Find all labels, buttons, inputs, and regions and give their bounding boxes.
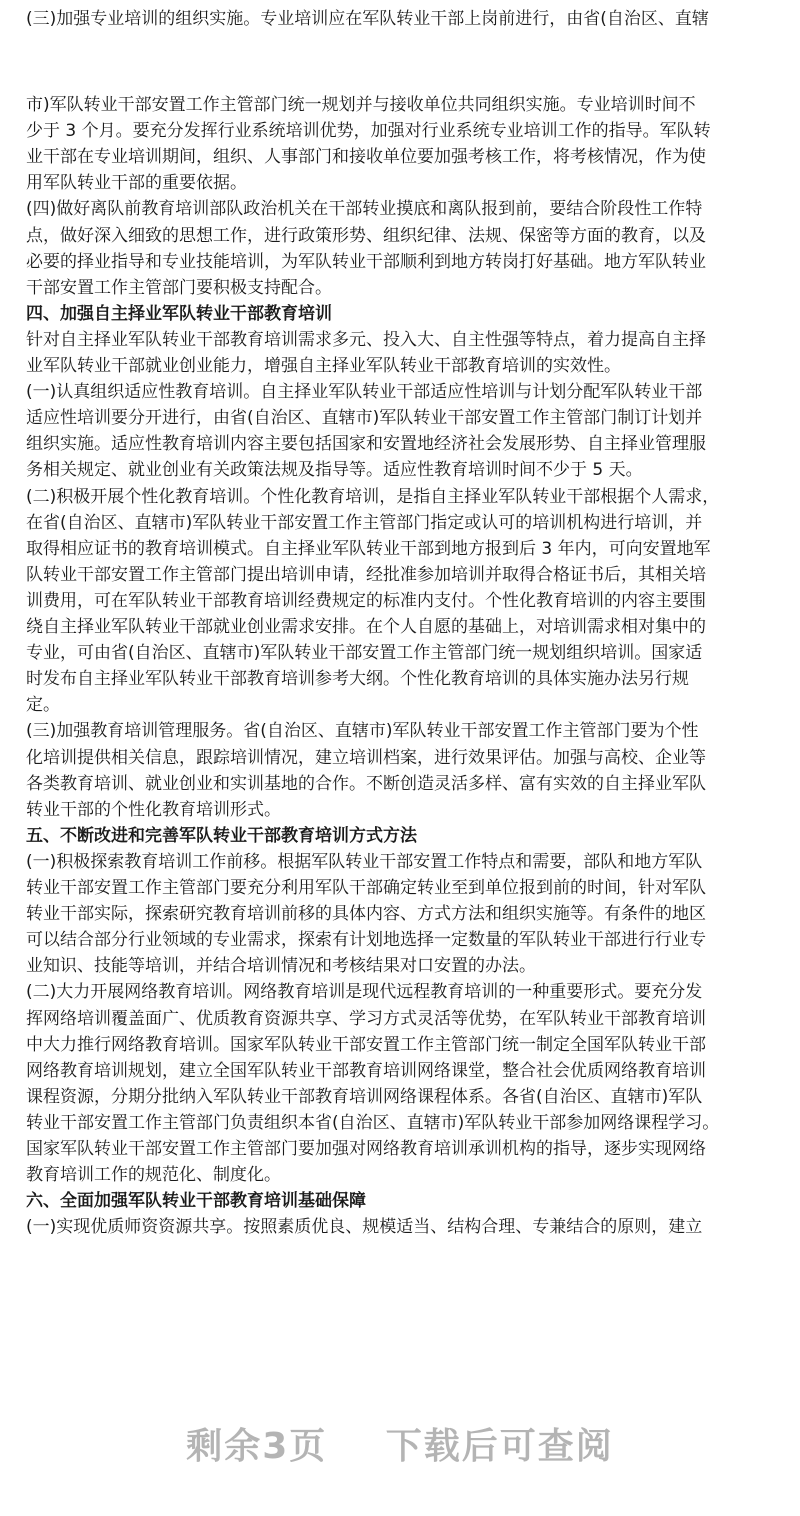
paragraph-line: (二)积极开展个性化教育培训。个性化教育培训，是指自主择业军队转业干部根据个人需求， — [26, 486, 720, 507]
paragraph-line: 适应性培训要分开进行，由省(自治区、直辖市)军队转业干部安置工作主管部门制订计划并 — [26, 408, 703, 429]
paragraph-line: 绕自主择业军队转业干部就业创业需求安排。在个人自愿的基础上，对培训需求相对集中的 — [26, 617, 706, 637]
paragraph-line: (一)实现优质师资资源共享。按照素质优良、规模适当、结构合理、专兼结合的原则，建立 — [26, 1217, 703, 1238]
section-heading: 六、全面加强军队转业干部教育培训基础保障 — [26, 1191, 366, 1212]
paragraph-line: 点，做好深入细致的思想工作，进行政策形势、组织纪律、法规、保密等方面的教育，以及 — [26, 225, 706, 246]
paragraph-line: 少于 3 个月。要充分发挥行业系统培训优势，加强对行业系统专业培训工作的指导。军队转 — [26, 121, 711, 142]
paragraph-line: (四)做好离队前教育培训部队政治机关在干部转业摸底和离队报到前，要结合阶段性工作特 — [26, 199, 703, 220]
paragraph-line: 转业干部实际，探索研究教育培训前移的具体内容、方式方法和组织实施等。有条件的地区 — [26, 904, 706, 925]
paragraph-line: 课程资源，分期分批纳入军队转业干部教育培训网络课程体系。各省(自治区、直辖市)军队 — [26, 1086, 703, 1107]
paragraph-line: 可以结合部分行业领域的专业需求，探索有计划地选择一定数量的军队转业干部进行行业专 — [26, 930, 706, 951]
remaining-pages-label: 剩余3页 — [186, 1426, 328, 1467]
download-to-view-label: 下载后可查阅 — [385, 1426, 614, 1467]
paragraph-line: 网络教育培训规划，建立全国军队转业干部教育培训网络课堂，整合社会优质网络教育培训 — [26, 1060, 706, 1081]
paragraph-line: 务相关规定、就业创业有关政策法规及指导等。适应性教育培训时间不少于 5 天。 — [26, 460, 643, 481]
paragraph-line: 转业干部的个性化教育培训形式。 — [26, 799, 281, 820]
paragraph-line: 针对自主择业军队转业干部教育培训需求多元、投入大、自主性强等特点，着力提高自主择 — [26, 329, 706, 350]
paragraph-line: (二)大力开展网络教育培训。网络教育培训是现代远程教育培训的一种重要形式。要充分发 — [26, 982, 703, 1003]
paragraph-line: 业干部在专业培训期间，组织、人事部门和接收单位要加强考核工作，将考核情况，作为使 — [26, 147, 706, 168]
paragraph-line: (三)加强教育培训管理服务。省(自治区、直辖市)军队转业干部安置工作主管部门要为个性 — [26, 721, 699, 742]
download-prompt[interactable] — [0, 1418, 800, 1469]
section-heading: 五、不断改进和完善军队转业干部教育培训方式方法 — [26, 825, 417, 846]
paragraph-line: 取得相应证书的教育培训模式。自主择业军队转业干部到地方报到后 3 年内，可向安置地军 — [26, 538, 711, 559]
paragraph-line: 队转业干部安置工作主管部门提出培训申请，经批准参加培训并取得合格证书后，其相关培 — [26, 564, 706, 585]
paragraph-line: 干部安置工作主管部门要积极支持配合。 — [26, 277, 332, 298]
paragraph-line: 国家军队转业干部安置工作主管部门要加强对网络教育培训承训机构的指导，逐步实现网络 — [26, 1139, 706, 1159]
paragraph-line: 教育培训工作的规范化、制度化。 — [26, 1165, 281, 1186]
paragraph-line: 挥网络培训覆盖面广、优质教育资源共享、学习方式灵活等优势，在军队转业干部教育培训 — [26, 1008, 706, 1029]
paragraph-line: 训费用，可在军队转业干部教育培训经费规定的标准内支付。个性化教育培训的内容主要围 — [26, 590, 706, 611]
paragraph-line: 时发布自主择业军队转业干部教育培训参考大纲。个性化教育培训的具体实施办法另行规 — [26, 669, 689, 690]
paragraph-line: 在省(自治区、直辖市)军队转业干部安置工作主管部门指定或认可的培训机构进行培训，并 — [26, 512, 703, 533]
paragraph-line: 转业干部安置工作主管部门负责组织本省(自治区、直辖市)军队转业干部参加网络课程学习。 — [26, 1112, 720, 1133]
paragraph-line: 组织实施。适应性教育培训内容主要包括国家和安置地经济社会发展形势、自主择业管理服 — [26, 434, 706, 455]
paragraph-line: 必要的择业指导和专业技能培训，为军队转业干部顺利到地方转岗打好基础。地方军队转业 — [26, 251, 706, 272]
section-heading: 四、加强自主择业军队转业干部教育培训 — [26, 303, 332, 324]
paragraph-line: 各类教育培训、就业创业和实训基地的合作。不断创造灵活多样、富有实效的自主择业军队 — [26, 773, 706, 794]
paragraph-line: (三)加强专业培训的组织实施。专业培训应在军队转业干部上岗前进行，由省(自治区、直辖 — [26, 9, 709, 29]
paragraph-line: (一)积极探索教育培训工作前移。根据军队转业干部安置工作特点和需要，部队和地方军队 — [26, 851, 703, 872]
paragraph-line: 定。 — [26, 695, 60, 716]
paragraph-line: 业军队转业干部就业创业能力，增强自主择业军队转业干部教育培训的实效性。 — [26, 356, 621, 376]
paragraph-line: 专业，可由省(自治区、直辖市)军队转业干部安置工作主管部门统一规划组织培训。国家适 — [26, 643, 703, 664]
paragraph-line: 市)军队转业干部安置工作主管部门统一规划并与接收单位共同组织实施。专业培训时间不 — [26, 95, 696, 115]
paragraph-line: 用军队转业干部的重要依据。 — [26, 173, 247, 194]
paragraph-line: 转业干部安置工作主管部门要充分利用军队干部确定转业至到单位报到前的时间，针对军队 — [26, 878, 706, 898]
paragraph-line: (一)认真组织适应性教育培训。自主择业军队转业干部适应性培训与计划分配军队转业干部 — [26, 382, 703, 403]
paragraph-line: 中大力推行网络教育培训。国家军队转业干部安置工作主管部门统一制定全国军队转业干部 — [26, 1034, 706, 1055]
paragraph-line: 化培训提供相关信息，跟踪培训情况，建立培训档案，进行效果评估。加强与高校、企业等 — [26, 747, 706, 768]
paragraph-line: 业知识、技能等培训，并结合培训情况和考核结果对口安置的办法。 — [26, 956, 536, 977]
